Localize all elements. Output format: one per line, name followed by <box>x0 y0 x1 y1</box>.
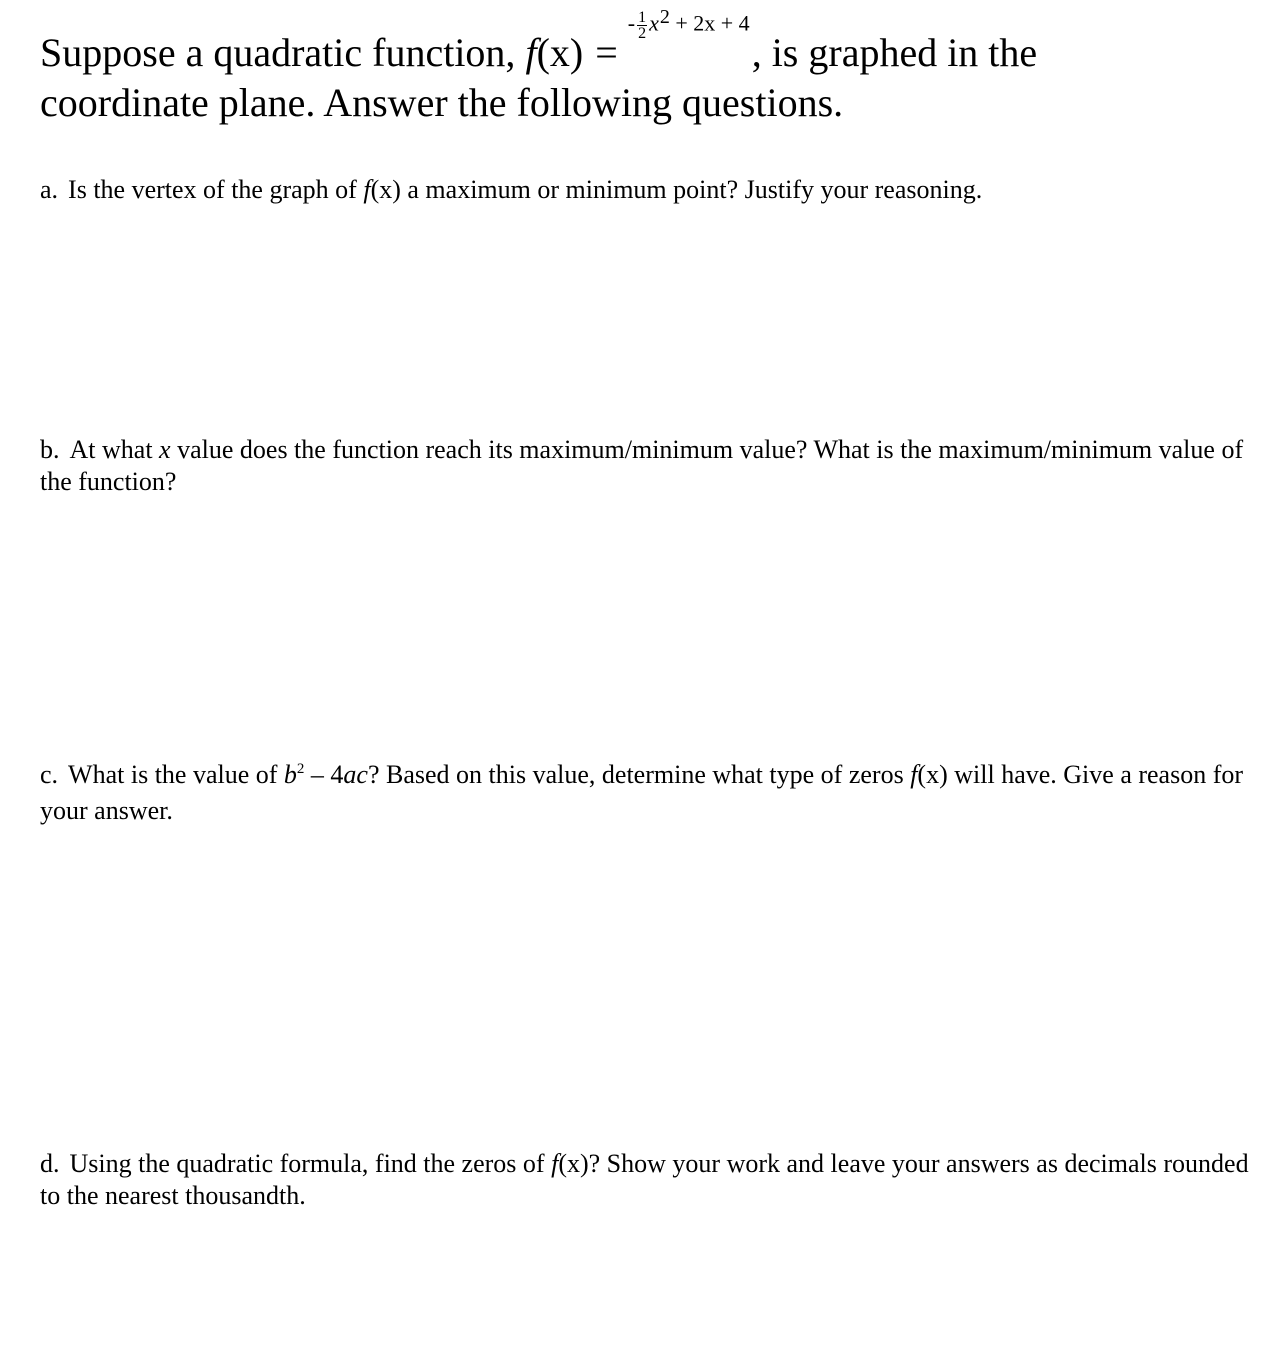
formula-exponent: 2 <box>659 5 670 28</box>
question-b-x: x <box>159 435 171 464</box>
question-a <box>40 174 1250 206</box>
formula-minus: - <box>627 10 636 36</box>
intro-suffix: , is graphed in the <box>751 30 1038 75</box>
question-c-arg: (x) <box>917 760 948 789</box>
formula-rest: + 2x + 4 <box>669 10 750 36</box>
intro-line-1 <box>40 5 1260 78</box>
question-c-text-2: ? Based on this value, determine what type of zeros <box>367 760 911 789</box>
question-a-text-1: Is the vertex of the graph of <box>68 175 364 204</box>
question-c-ac: ac <box>343 760 368 789</box>
question-a-arg: (x) <box>370 175 401 204</box>
fraction-one-half <box>637 10 647 41</box>
question-d-letter: d. <box>40 1149 60 1178</box>
question-b-letter: b. <box>40 435 60 464</box>
question-d-text-2: ? Show your work and leave your answers as decimals rounded to the nearest thousandth. <box>40 1149 1249 1210</box>
question-c-text-1: What is the value of <box>68 760 284 789</box>
question-b-text-1: At what <box>69 435 160 464</box>
function-name: f <box>525 30 537 75</box>
question-b <box>40 434 1250 498</box>
function-argument: (x) <box>536 30 584 75</box>
question-a-f: f <box>363 175 371 204</box>
question-c-letter: c. <box>40 760 59 789</box>
question-c-minus-4: – 4 <box>304 760 344 789</box>
question-c <box>40 759 1250 827</box>
question-d-arg: (x) <box>558 1149 589 1178</box>
intro-line-2: coordinate plane. Answer the following questions. <box>40 80 844 125</box>
intro-prefix: Suppose a quadratic function, <box>40 30 526 75</box>
question-a-letter: a. <box>40 175 59 204</box>
formula-x: x <box>649 10 659 36</box>
question-c-exponent: 2 <box>296 761 305 777</box>
equals-sign: = <box>595 30 618 75</box>
question-c-f: f <box>910 760 918 789</box>
question-a-text-2: a maximum or minimum point? Justify your reasoning. <box>400 175 983 204</box>
question-d <box>40 1148 1250 1212</box>
question-c-b: b <box>283 760 297 789</box>
question-b-text-2: value does the function reach its maximum/minimum value? What is the maximum/minimum value of the function? <box>40 435 1244 496</box>
question-c-text-3: will have. Give a reason for your answer. <box>40 760 1244 825</box>
question-d-text-1: Using the quadratic formula, find the zeros of <box>69 1149 552 1178</box>
fraction-denominator: 2 <box>638 25 647 42</box>
problem-intro <box>40 5 1260 128</box>
fraction-numerator: 1 <box>638 9 647 26</box>
question-d-f: f <box>551 1149 559 1178</box>
quadratic-formula-expression <box>627 5 750 42</box>
